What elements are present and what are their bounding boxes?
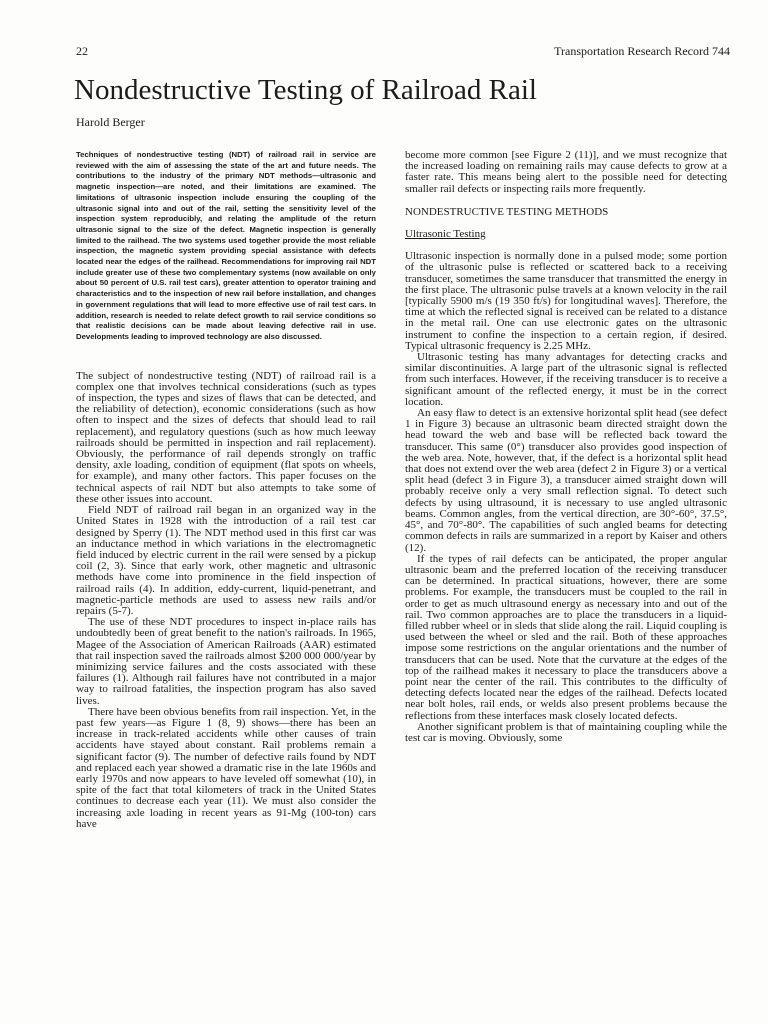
right-column: [405, 150, 727, 744]
body-paragraph: An easy flaw to detect is an extensive horizontal split head (see defect 1 in Figure 3) because an ultrasonic beam directed straight down the head toward the web and base will be reflected back toward the transducer. This same (0°) transducer also provides good inspection of the web area. Note, however, that, if the defect is a horizontal split head that does not extend over the web area (defect 2 in Figure 3) or a vertical split head (defect 3 in Figure 3), a transducer aimed straight down will probably receive only a very small reflection signal. To detect such defects by using ultrasound, it is necessary to use angled ultrasonic beams. Common angles, from the vertical direction, are 30°-60°, 37.5°, 45°, and 70°-80°. The capabilities of such angled beams for detecting common defects in rails are summarized in a report by Kaiser and others (12).: [405, 407, 727, 554]
body-paragraph: Ultrasonic inspection is normally done in a pulsed mode; some portion of the ultrasonic pulse is reflected or scattered back to a receiving transducer, sometimes the same transducer that transmitted the energy in the first place. The ultrasonic pulse travels at a known velocity in the rail [typically 5900 m/s (19 350 ft/s) for longitudinal waves]. Therefore, the time at which the reflected signal is received can be related to a distance in the metal rail. One can use electronic gates on the ultrasonic instrument to confine the inspection to a certain region, if desired. Typical ultrasonic frequency is 2.25 MHz.: [405, 250, 727, 352]
body-paragraph: become more common [see Figure 2 (11)], and we must recognize that the increased loading on remaining rails may cause defects to grow at a faster rate. This means being alert to the possible need for detecting smaller rail defects or inspecting rails more frequently.: [405, 149, 727, 195]
subsection-heading: Ultrasonic Testing: [405, 228, 486, 241]
body-paragraph: Field NDT of railroad rail began in an organized way in the United States in 1928 with the introduction of a rail test car designed by Sperry (1). The NDT method used in this first car was an inductance method in which variations in the electromagnetic field induced by electric current in the rail were sensed by a pickup coil (2, 3). Since that early work, other magnetic and ultrasonic methods have come into prominence in the field inspection of railroad rails (4). In addition, eddy-current, liquid-penetrant, and magnetic-particle methods are used to assess new rails and/or repairs (5-7).: [76, 504, 376, 617]
article-title: Nondestructive Testing of Railroad Rail: [74, 74, 537, 106]
body-paragraph: If the types of rail defects can be anticipated, the proper angular ultrasonic beam and the preferred location of the receiving transducer can be determined. In practical situations, however, there are some problems. For example, the transducers must be coupled to the rail in order to get as much ultrasound energy as necessary into and out of the rail. Two common approaches are to place the transducers in a liquid-filled rubber wheel or in sleds that slide along the rail. Liquid coupling is used between the wheel or sled and the rail. Both of these approaches impose some restrictions on the angular orientations and the number of transducers that can be used. Note that the curvature at the edges of the top of the railhead makes it necessary to place the transducers above a point near the center of the rail. This contributes to the difficulty of detecting defects located near the edges of the railhead. Defects located near bolt holes, rail ends, or welds also present problems because the reflections from these interfaces mask closely located defects.: [405, 552, 727, 722]
body-paragraph: The subject of nondestructive testing (NDT) of railroad rail is a complex one that involves technical considerations (such as types of inspection, the types and sizes of flaws that can be detected, and the reliability of detection), economic considerations (such as how often to inspect and the sizes of defects that should lead to rail replacement), and regulatory questions (such as how much leeway railroads should be permitted in inspection and rail replacement). Obviously, the performance of rail depends strongly on traffic density, axle loading, condition of equipment (flat spots on wheels, for example), and many other factors. This paper focuses on the technical aspects of rail NDT but also attempts to take some of these other issues into account.: [76, 369, 376, 505]
journal-header: Transportation Research Record 744: [554, 44, 730, 58]
abstract: Techniques of nondestructive testing (NDT) of railroad rail in service are reviewed with the aim of assessing the state of the art and future needs. The contributions to the industry of the primary NDT methods—ultrasonic and magnetic inspection—are noted, and their limitations are examined. The limitations of ultrasonic inspection include ensuring the coupling of the ultrasonic signal into and out of the rail, setting the sensitivity level of the inspection system reproducibly, and relating the amplitude of the return ultrasonic signal to the size of the defect. Magnetic inspection is generally limited to the railhead. The two systems used together provide the most reliable inspection, the magnetic system providing special assistance with defects located near the edges of the railhead. Recommendations for improving rail NDT include greater use of these two complementary systems (now available on only about 50 percent of U.S. rail test cars), greater attention to operator training and characteristics and to the inspection of new rail before installation, and changes in government regulations that will lead to more effective use of rail test cars. In addition, research is needed to relate defect growth to rail service conditions so that realistic decisions can be made about leaving defective rail in use. Developments leading to improved technology are also discussed.: [76, 150, 376, 341]
page-number: 22: [76, 44, 88, 58]
body-paragraph: There have been obvious benefits from rail inspection. Yet, in the past few years—as Figure 1 (8, 9) shows—there has been an increase in track-related accidents while other causes of train accidents have stayed about constant. Rail problems remain a significant factor (9). The number of defective rails found by NDT and replaced each year showed a dramatic rise in the late 1960s and early 1970s and now appears to have leveled off somewhat (10), in spite of the fact that total kilometers of track in the United States continues to decrease each year (11). We must also consider the increasing axle loading in recent years as 91-Mg (100-ton) cars have: [76, 705, 376, 830]
body-paragraph: Another significant problem is that of maintaining coupling while the test car is moving. Obviously, some: [405, 720, 727, 744]
body-paragraph: Ultrasonic testing has many advantages for detecting cracks and similar discontinuities. A large part of the ultrasonic signal is reflected from such interfaces. However, if the receiving transducer is to receive a significant amount of the reflected energy, it must be in the correct location.: [405, 351, 727, 408]
left-column: [76, 150, 376, 830]
section-heading: NONDESTRUCTIVE TESTING METHODS: [405, 205, 609, 218]
author-name: Harold Berger: [76, 115, 145, 129]
body-paragraph: The use of these NDT procedures to inspect in-place rails has undoubtedly been of great benefit to the nation's railroads. In 1965, Magee of the Association of American Railroads (AAR) estimated that rail inspection saved the railroads almost $200 000 000/year by minimizing service failures and the costs associated with these failures (1). Although rail failures have not contributed in a major way to railroad fatalities, the inspection program has also saved lives.: [76, 616, 376, 707]
